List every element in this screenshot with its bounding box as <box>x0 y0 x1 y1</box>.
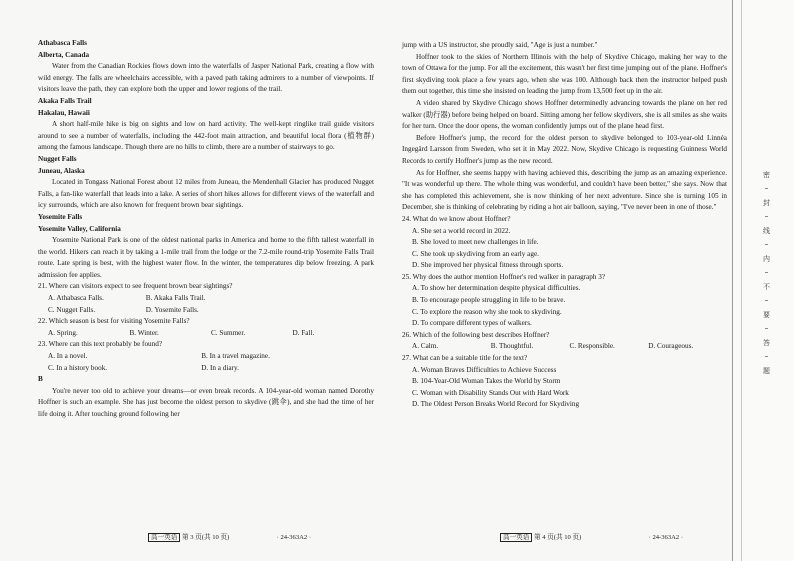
q26-option-b[interactable]: B. Thoughtful. <box>490 342 534 351</box>
passage-a-paragraph-8: Located in Tongass National Forest about 12 miles from Juneau, the Mendenhall Glacier has produced Nugget Falls, a fan-like waterfall that leads into a lake. A series of short hikes allows for different views of the waterfall and icy surrounds, which are also known for frequent brown bear sightings. <box>38 178 374 210</box>
q21-option-d[interactable]: D. Yosemite Falls. <box>145 305 199 314</box>
passage-a-heading-9: Yosemite Falls <box>38 212 83 221</box>
left-page-footer <box>148 531 311 541</box>
seal-line-dash <box>765 188 768 189</box>
footer-exam-code: · 24-363A2 · <box>648 534 684 541</box>
q23-option-c[interactable]: C. In a history book. <box>48 363 108 372</box>
seal-line-char-0: 密 <box>763 171 770 179</box>
seal-line-dash <box>765 328 768 329</box>
q27-option-d[interactable]: D. The Oldest Person Breaks World Record for Skydiving <box>412 400 580 409</box>
q24-option-b[interactable]: B. She loved to meet new challenges in life. <box>412 238 539 247</box>
q25-option-a[interactable]: A. To show her determination despite physical difficulties. <box>412 284 581 293</box>
question-21-options <box>38 293 374 305</box>
question-25-stem: 25. Why does the author mention Hoffner's red walker in paragraph 3? <box>402 272 606 281</box>
seal-line-dash <box>765 272 768 273</box>
q24-option-c[interactable]: C. She took up skydiving from an early age. <box>412 249 539 258</box>
seal-line-char-3: 内 <box>763 255 770 263</box>
seal-line-dash <box>765 244 768 245</box>
q26-option-a[interactable]: A. Calm. <box>412 342 439 351</box>
passage-b-paragraph-4: As for Hoffner, she seems happy with having achieved this, describing the jump as an amazing experience. "It was wonderful up there. The whole thing was wonderful, and couldn't have been better," she says. Now that she has completed this achievement, she is now thinking of her next adventure. Since she is turning 105 in December, she is thinking of celebrating by riding a hot air balloon, saying, "I've never been in one of those." <box>402 168 727 212</box>
seal-line-char-6: 答 <box>763 339 770 347</box>
question-26-stem: 26. Which of the following best describes Hoffner? <box>402 330 550 339</box>
question-22-options <box>38 328 374 340</box>
passage-a-heading-6: Nugget Falls <box>38 154 77 163</box>
question-21-stem: 21. Where can visitors expect to see frequent brown bear sightings? <box>38 282 233 291</box>
passage-a-heading-7: Juneau, Alaska <box>38 166 85 175</box>
passage-a-heading-4: Hakalau, Hawaii <box>38 108 90 117</box>
q23-option-b[interactable]: B. In a travel magazine. <box>201 352 270 361</box>
passage-a-heading-0: Athabasca Falls <box>38 39 87 47</box>
passage-b-start: You're never too old to achieve your dreams—or even break records. A 104-year-old woman named Dorothy Hoffner is such an example. She has just become the oldest person to skydive (跳伞), and she had the time of her life doing it. After touching ground following her <box>38 386 374 418</box>
right-column <box>402 40 727 411</box>
binding-stripe <box>741 0 742 561</box>
passage-b-paragraph-2: A video shared by Skydive Chicago shows Hoffner determinedly advancing towards the plane on her red walker (助行器) before being helped on board. Sitting among her fellow skydivers, she is all smiles as she waits for her turn. Once the door opens, the woman confidently jumps out of the plane head first. <box>402 98 727 131</box>
seal-line-char-7: 题 <box>763 367 770 375</box>
q22-option-a[interactable]: A. Spring. <box>48 328 78 337</box>
passage-a-paragraph-11: Yosemite National Park is one of the oldest national parks in America and home to the fifth tallest waterfall in the world. Hikers can reach it by taking a 1-mile trail from the lodge or the 7.2-mile round-trip Yosemite Falls Trail route. Late spring is best, with the highest water flow. In the winter, the temperatures dip below freezing. A park admission fee applies. <box>38 236 374 279</box>
passage-b-paragraph-1: Hoffner took to the skies of Northern Illinois with the help of Skydive Chicago, making her way to the town of Ottawa for the jump. For all the excitement, this wasn't her first time jumping out of the plane. Hoffner's first skydiving took place a few years ago, when she was 100. Although back then the instructor helped push them out together, this time she insisted on leading the jump from 13,500 feet up in the air. <box>402 52 727 96</box>
passage-a-heading-3: Akaka Falls Trail <box>38 96 92 105</box>
left-page <box>0 0 392 561</box>
q25-option-d[interactable]: D. To compare different types of walkers. <box>412 319 532 328</box>
q24-option-a[interactable]: A. She set a world record in 2022. <box>412 226 511 235</box>
q21-option-c[interactable]: C. Nugget Falls. <box>48 305 96 314</box>
q26-option-d[interactable]: D. Courageous. <box>648 342 694 351</box>
q24-option-d[interactable]: D. She improved her physical fitness through sports. <box>412 261 564 270</box>
question-26-options <box>402 341 727 353</box>
passage-a <box>38 38 374 281</box>
footer-subject-box: 高一英语 <box>148 533 180 542</box>
question-23-stem: 23. Where can this text probably be found? <box>38 340 163 349</box>
q26-option-c[interactable]: C. Responsible. <box>569 342 615 351</box>
question-23-options-2 <box>38 363 374 375</box>
passage-b-paragraph-0: jump with a US instructor, she proudly said, "Age is just a number." <box>402 41 598 49</box>
q22-option-d[interactable]: D. Fall. <box>292 328 315 337</box>
q25-option-b[interactable]: B. To encourage people struggling in life to be brave. <box>412 296 566 305</box>
footer-exam-code: · 24-363A2 · <box>276 534 312 541</box>
right-page <box>392 0 732 561</box>
left-column <box>38 38 374 421</box>
q27-option-b[interactable]: B. 104-Year-Old Woman Takes the World by Storm <box>412 377 561 386</box>
question-21-options-2 <box>38 305 374 317</box>
seal-line-dash <box>765 300 768 301</box>
q23-option-a[interactable]: A. In a novel. <box>48 352 88 361</box>
q21-option-a[interactable]: A. Athabasca Falls. <box>48 294 104 303</box>
q27-option-c[interactable]: C. Woman with Disability Stands Out with Hard Work <box>412 388 569 397</box>
passage-b-continued <box>402 40 727 214</box>
question-22-stem: 22. Which season is best for visiting Yosemite Falls? <box>38 317 190 326</box>
question-24-stem: 24. What do we know about Hoffner? <box>402 214 511 223</box>
right-page-footer <box>500 531 683 541</box>
seal-line-char-5: 要 <box>763 311 770 319</box>
footer-page-number: 第 3 页(共 10 页) <box>182 534 230 541</box>
footer-page-number: 第 4 页(共 10 页) <box>534 534 582 541</box>
passage-b-paragraph-3: Before Hoffner's jump, the record for the oldest person to skydive belonged to 103-year-old Linnéa Ingegärd Larsson from Sweden, who set it in May 2022. Now, Skydive Chicago is requesting Guinness World Records to certify Hoffner's jump as the new record. <box>402 133 727 165</box>
seal-line-char-4: 不 <box>763 283 770 291</box>
q22-option-b[interactable]: B. Winter. <box>129 328 159 337</box>
seal-line-char-1: 封 <box>763 199 770 207</box>
q22-option-c[interactable]: C. Summer. <box>211 328 246 337</box>
q25-option-c[interactable]: C. To explore the reason why she took to skydiving. <box>412 307 562 316</box>
q23-option-d[interactable]: D. In a diary. <box>201 363 239 372</box>
seal-line-sidebar <box>732 0 794 561</box>
section-b-heading: B <box>38 375 43 384</box>
passage-a-paragraph-2: Water from the Canadian Rockies flows down into the waterfalls of Jasper National Park, creating a flow with wild energy. The falls are wheelchairs accessible, with a paved path taking admirers to a number of viewpoints. If visitors leave the path, they can explore both the upper and lower regions of the trail. <box>38 62 374 94</box>
question-23-options <box>38 351 374 363</box>
seal-line-dash <box>765 356 768 357</box>
seal-line-char-2: 线 <box>763 227 770 235</box>
q21-option-b[interactable]: B. Akaka Falls Trail. <box>145 294 206 303</box>
passage-a-heading-10: Yosemite Valley, California <box>38 224 121 233</box>
passage-a-heading-1: Alberta, Canada <box>38 50 90 59</box>
seal-line-dash <box>765 216 768 217</box>
footer-subject-box: 高一英语 <box>500 533 532 542</box>
passage-a-paragraph-5: A short half-mile hike is big on sights and low on hard activity. The well-kept ringlike trail guide visitors around to see a number of waterfalls, including the 442-foot main attraction, and beautiful local flora (植物群) among the famous landscape. Though there are no hills to climb, there are a number of stairways to go. <box>38 120 374 152</box>
question-27-stem: 27. What can be a suitable title for the text? <box>402 354 528 363</box>
q27-option-a[interactable]: A. Woman Braves Difficulties to Achieve Success <box>412 365 557 374</box>
